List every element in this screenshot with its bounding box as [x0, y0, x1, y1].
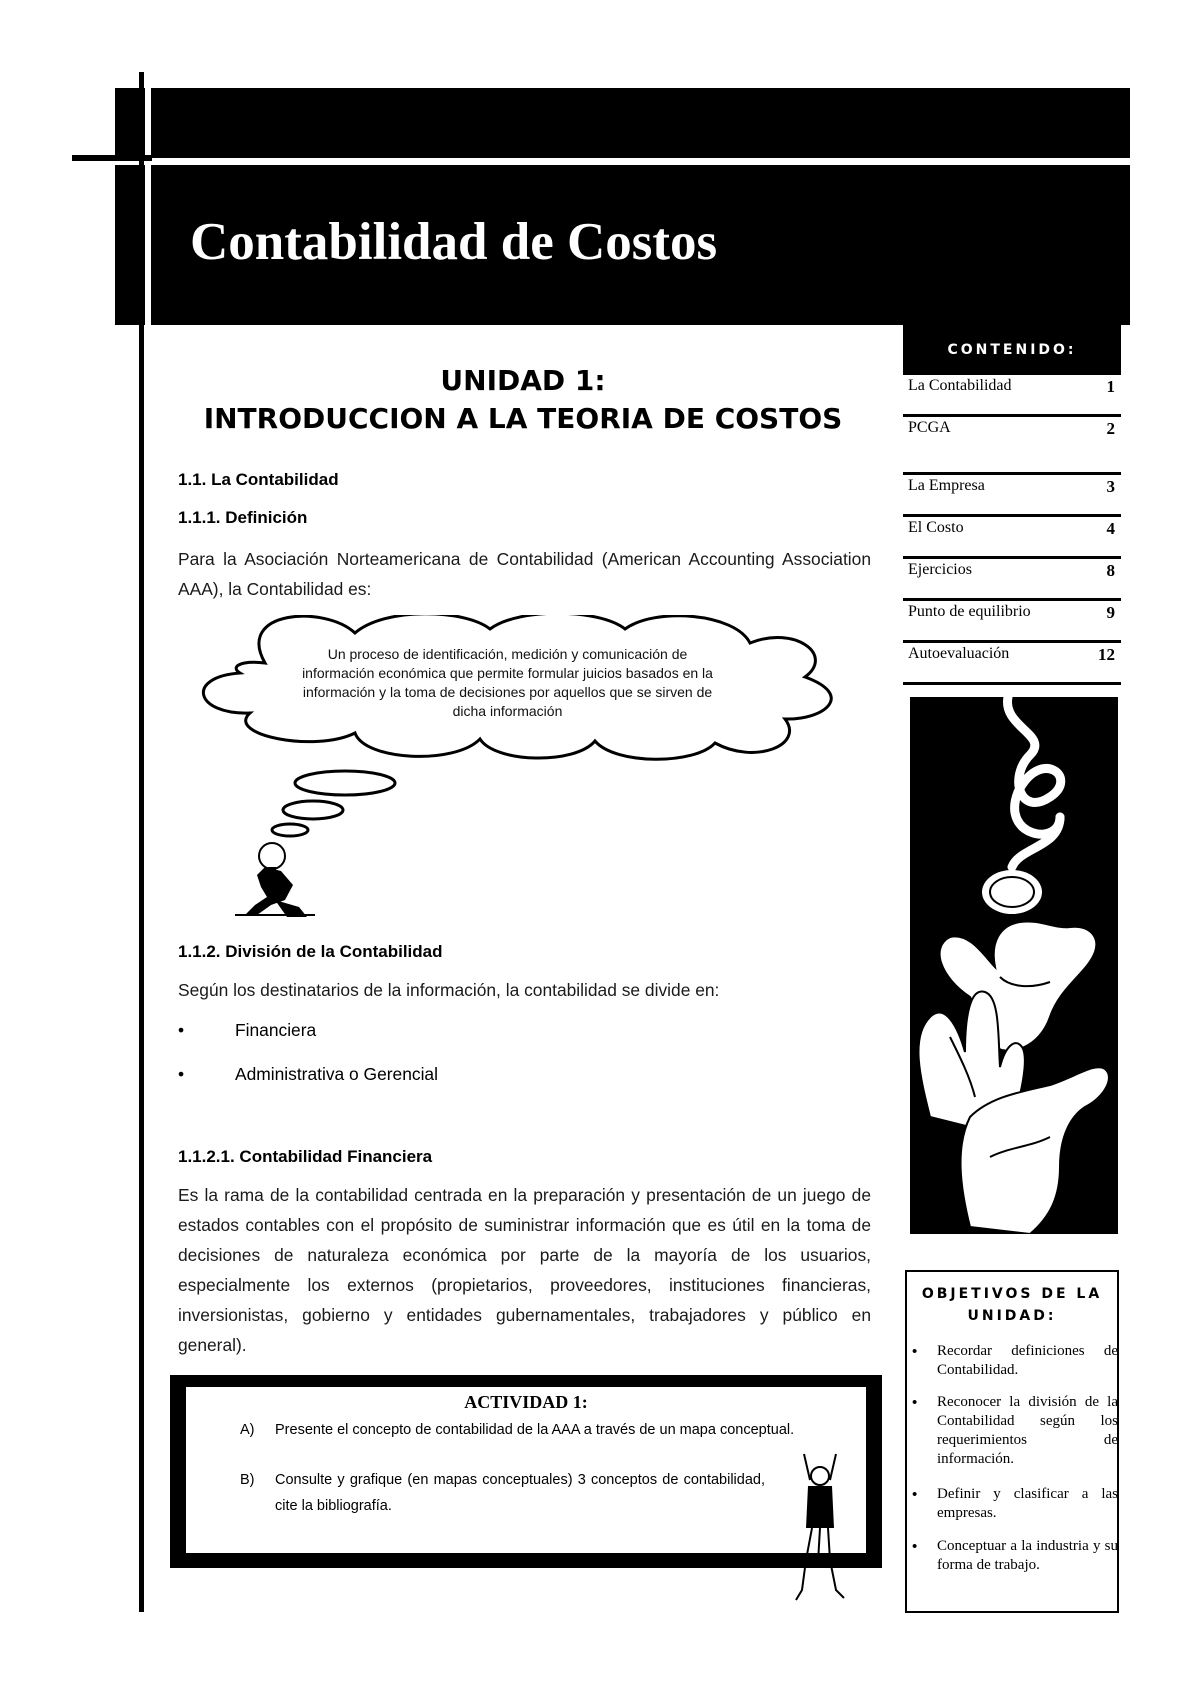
activity-item-b: B) Consulte y grafique (en mapas conceptuales) 3 conceptos de contabilidad, cite la bibliografía. — [240, 1472, 765, 1514]
definition-quote: Un proceso de identificación, medición y comunicación de información económica que permite formular juicios basados en la información y la toma de decisiones por aquellos que se sirven de dicha información — [302, 646, 713, 719]
coin-hands-illustration — [910, 697, 1118, 1234]
objectives-heading: OBJETIVOS DE LA UNIDAD: — [921, 1286, 1103, 1324]
objective-item: Definir y clasificar a las empresas. — [937, 1486, 1118, 1521]
division-intro: Según los destinatarios de la información, la contabilidad se divide en: — [178, 980, 720, 1000]
section-heading-1-1-2-1: 1.1.2.1. Contabilidad Financiera — [178, 1147, 433, 1166]
activity-title: ACTIVIDAD 1: — [464, 1392, 588, 1412]
toc-item[interactable]: La Empresa 3 — [903, 475, 1121, 517]
header-divider — [145, 88, 151, 325]
activity-item-a: A) Presente el concepto de contabilidad de la AAA a través de un mapa conceptual. — [240, 1422, 795, 1438]
bullet-icon: • — [178, 1020, 185, 1040]
page-horizontal-rule — [72, 155, 152, 161]
definition-intro: Para la Asociación Norteamericana de Contabilidad (American Accounting Association AAA), la Contabilidad es: — [178, 549, 871, 599]
unit-title — [178, 362, 868, 438]
page-title: Contabilidad de Costos — [190, 213, 718, 271]
toc-item[interactable]: Punto de equilibrio 9 — [903, 601, 1121, 643]
objective-item: Reconocer la división de la Contabilidad según los requerimientos de información. — [937, 1394, 1118, 1467]
bullet-icon: • — [912, 1486, 918, 1503]
toc-item[interactable]: La Contabilidad 1 — [903, 375, 1121, 417]
list-item: • Administrativa o Gerencial — [178, 1064, 438, 1084]
unit-name: INTRODUCCION A LA TEORIA DE COSTOS — [203, 402, 843, 435]
objective-item: Recordar definiciones de Contabilidad. — [937, 1343, 1118, 1378]
toc-item[interactable]: Ejercicios 8 — [903, 559, 1121, 601]
header-top-band — [115, 88, 1130, 158]
contents-heading: CONTENIDO: — [903, 325, 1121, 375]
thinking-person-icon — [235, 843, 315, 917]
jumping-person-icon — [790, 1450, 850, 1605]
section-heading-1-1-2: 1.1.2. División de la Contabilidad — [178, 942, 443, 961]
bullet-icon: • — [912, 1394, 918, 1411]
page-vertical-rule — [139, 72, 144, 1612]
financial-accounting-text: Es la rama de la contabilidad centrada en la preparación y presentación de un juego de estados contables con el propósito de suministrar información que es útil en la toma de decisiones de naturaleza económica por parte de la mayoría de los usuarios, especialmente los externos (propietarios, proveedores, instituciones financieras, inversionistas, gobierno y entidades gubernamentales, trabajadores y público en general). — [178, 1185, 871, 1355]
unit-number: UNIDAD 1: — [440, 364, 606, 397]
objective-item: Conceptuar a la industria y su forma de trabajo. — [937, 1538, 1118, 1573]
bullet-icon: • — [912, 1538, 918, 1555]
toc-item[interactable]: El Costo 4 — [903, 517, 1121, 559]
toc-item[interactable]: Autoevaluación 12 — [903, 643, 1121, 685]
bullet-icon: • — [178, 1064, 185, 1084]
section-heading-1-1: 1.1. La Contabilidad — [178, 470, 339, 489]
section-heading-1-1-1: 1.1.1. Definición — [178, 508, 308, 527]
bullet-icon: • — [912, 1343, 918, 1360]
table-of-contents — [903, 375, 1121, 685]
toc-item[interactable]: PCGA 2 — [903, 417, 1121, 475]
list-item: • Financiera — [178, 1020, 317, 1040]
